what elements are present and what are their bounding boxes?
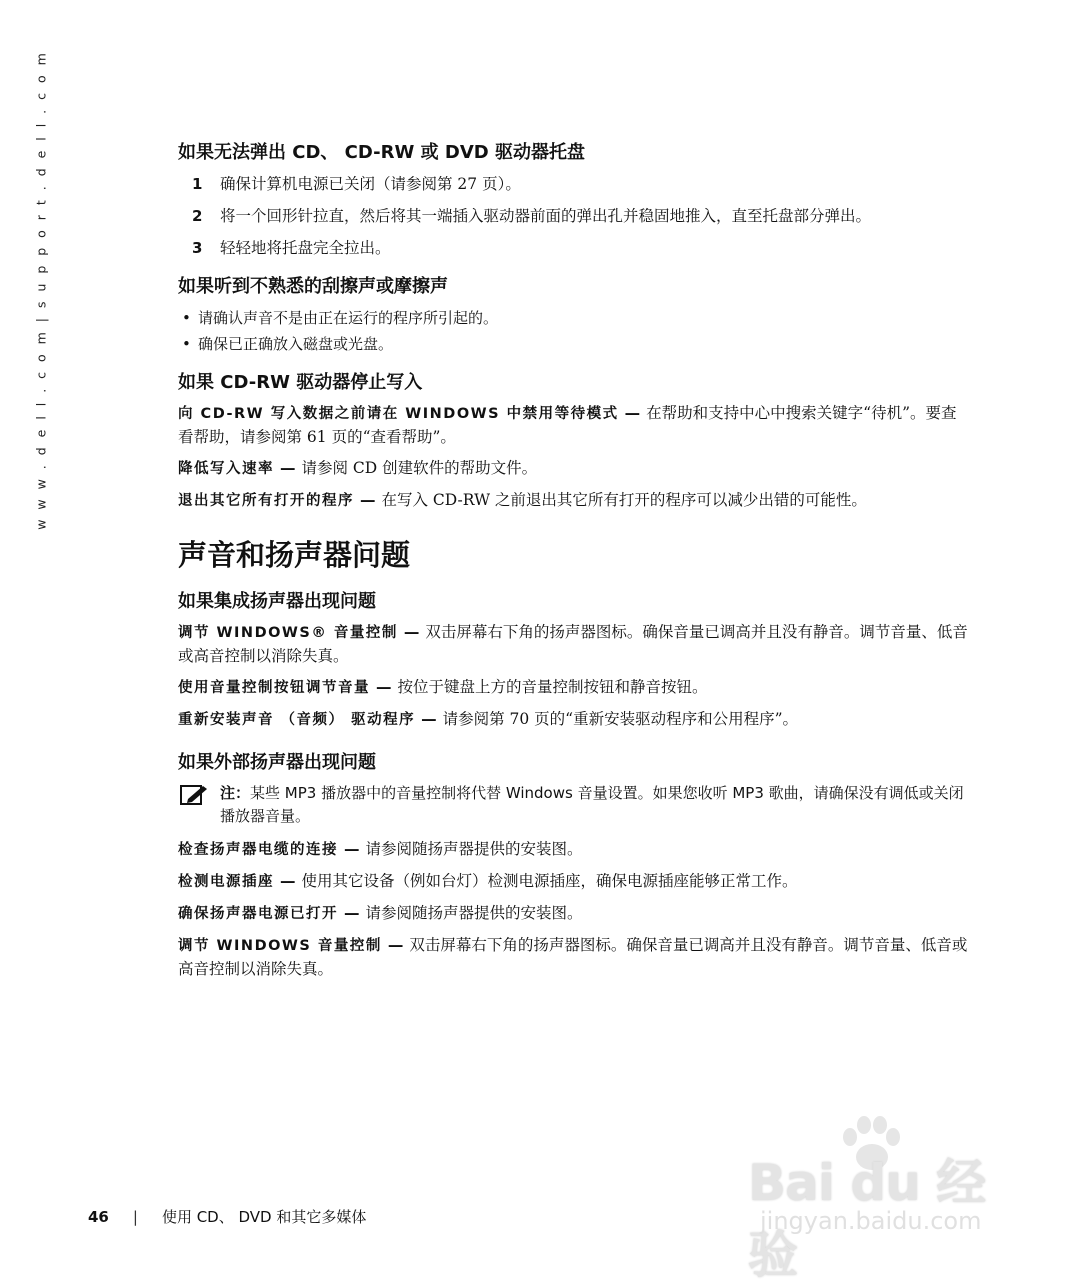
list-item [178,306,968,330]
item-text: 请参阅随扬声器提供的安装图。 [365,904,583,922]
dash: — [344,840,360,858]
step-text: 确保计算机电源已关闭（请参阅第 27 页）。 [220,175,521,193]
sidebar-url-text: w w w . d e l l . c o m | s u p p o r t . d e l l . c o m [33,50,49,530]
dash: — [344,904,360,922]
sound-heading: 声音和扬声器问题 [178,538,411,572]
note-label: 注： [220,784,251,802]
watermark-brand: Bai du 经验 [748,1154,986,1284]
eject-steps [178,172,968,260]
step-number: 2 [192,207,203,225]
noise-bullets [178,306,968,356]
dash: — [387,936,404,954]
cdrw-item [178,457,968,481]
integrated-item [178,708,968,732]
step-number: 3 [192,239,203,257]
item-lead: 检查扬声器电缆的连接 [178,842,338,858]
item-lead: 调节 WINDOWS 音量控制 [178,938,382,954]
step-text: 将一个回形针拉直，然后将其一端插入驱动器前面的弹出孔并稳固地推入，直至托盘部分弹出。 [220,207,872,225]
item-lead: 退出其它所有打开的程序 [178,493,354,509]
section-eject [178,140,968,260]
external-item [178,838,968,862]
item-text: 请参阅 CD 创建软件的帮助文件。 [301,459,538,477]
item-lead: 使用音量控制按钮调节音量 [178,680,370,696]
dash: — [403,623,420,641]
item-lead: 检测电源插座 [178,874,274,890]
integrated-item [178,621,968,668]
page-content [178,140,968,995]
section-noise [178,274,968,356]
item-lead: 向 CD-RW 写入数据之前请在 WINDOWS 中禁用等待模式 [178,406,619,422]
dash: — [280,872,296,890]
section-cdrw [178,370,968,513]
bullet-text: 请确认声音不是由正在运行的程序所引起的。 [198,309,499,327]
noise-heading: 如果听到不熟悉的刮擦声或摩擦声 [178,276,448,297]
dash: — [376,678,392,696]
page-number: 46 [88,1208,109,1226]
dash: — [280,459,296,477]
integrated-heading: 如果集成扬声器出现问题 [178,591,376,612]
bullet-icon: • [182,309,191,327]
item-text: 使用其它设备（例如台灯）检测电源插座，确保电源插座能够正常工作。 [301,872,798,890]
dash: — [624,404,641,422]
item-lead: 调节 WINDOWS® 音量控制 [178,625,398,641]
item-lead: 确保扬声器电源已打开 [178,906,338,922]
dash: — [360,491,376,509]
eject-step [178,236,968,260]
note-text: 某些 MP3 播放器中的音量控制将代替 Windows 音量设置。如果您收听 MP3 歌曲，请确保没有调低或关闭播放器音量。 [220,784,964,825]
item-text: 请参阅第 70 页的“重新安装驱动程序和公用程序”。 [442,710,799,728]
item-lead: 重新安装声音 （音频） 驱动程序 [178,712,416,728]
step-text: 轻轻地将托盘完全拉出。 [220,239,391,257]
item-lead: 降低写入速率 [178,461,274,477]
eject-step [178,204,968,228]
external-item [178,870,968,894]
eject-heading: 如果无法弹出 CD、 CD-RW 或 DVD 驱动器托盘 [178,142,585,163]
bullet-icon: • [182,335,191,353]
item-text: 双击屏幕右下角的扬声器图标。确保音量已调高并且没有静音。调节音量、低音或高音控制以消除失真。 [178,623,968,665]
baidu-watermark [748,1115,1008,1284]
item-text: 在帮助和支持中心中搜索关键字“待机”。要查看帮助，请参阅第 61 页的“查看帮助”。 [178,404,957,446]
step-number: 1 [192,175,203,193]
chapter-title: 使用 CD、 DVD 和其它多媒体 [161,1208,367,1226]
item-text: 按位于键盘上方的音量控制按钮和静音按钮。 [397,678,708,696]
cdrw-item [178,489,968,513]
watermark-url: jingyan.baidu.com [760,1207,982,1235]
footer-separator: | [132,1208,138,1226]
external-item [178,902,968,926]
item-text: 请参阅随扬声器提供的安装图。 [365,840,583,858]
section-external-speakers [178,750,968,981]
external-heading: 如果外部扬声器出现问题 [178,752,376,773]
item-text: 双击屏幕右下角的扬声器图标。确保音量已调高并且没有静音。调节音量、低音或高音控制以消除失真。 [178,936,968,978]
integrated-item [178,676,968,700]
pencil-note-icon [180,784,208,806]
item-text: 在写入 CD-RW 之前退出其它所有打开的程序可以减少出错的可能性。 [381,491,867,509]
dash: — [421,710,437,728]
list-item [178,332,968,356]
section-integrated-speakers [178,589,968,732]
cdrw-heading: 如果 CD-RW 驱动器停止写入 [178,372,423,393]
note [178,782,968,828]
page-footer [88,1206,366,1227]
bullet-text: 确保已正确放入磁盘或光盘。 [198,335,394,353]
cdrw-item [178,402,968,449]
external-item [178,934,968,981]
eject-step [178,172,968,196]
sidebar-url [33,50,49,530]
